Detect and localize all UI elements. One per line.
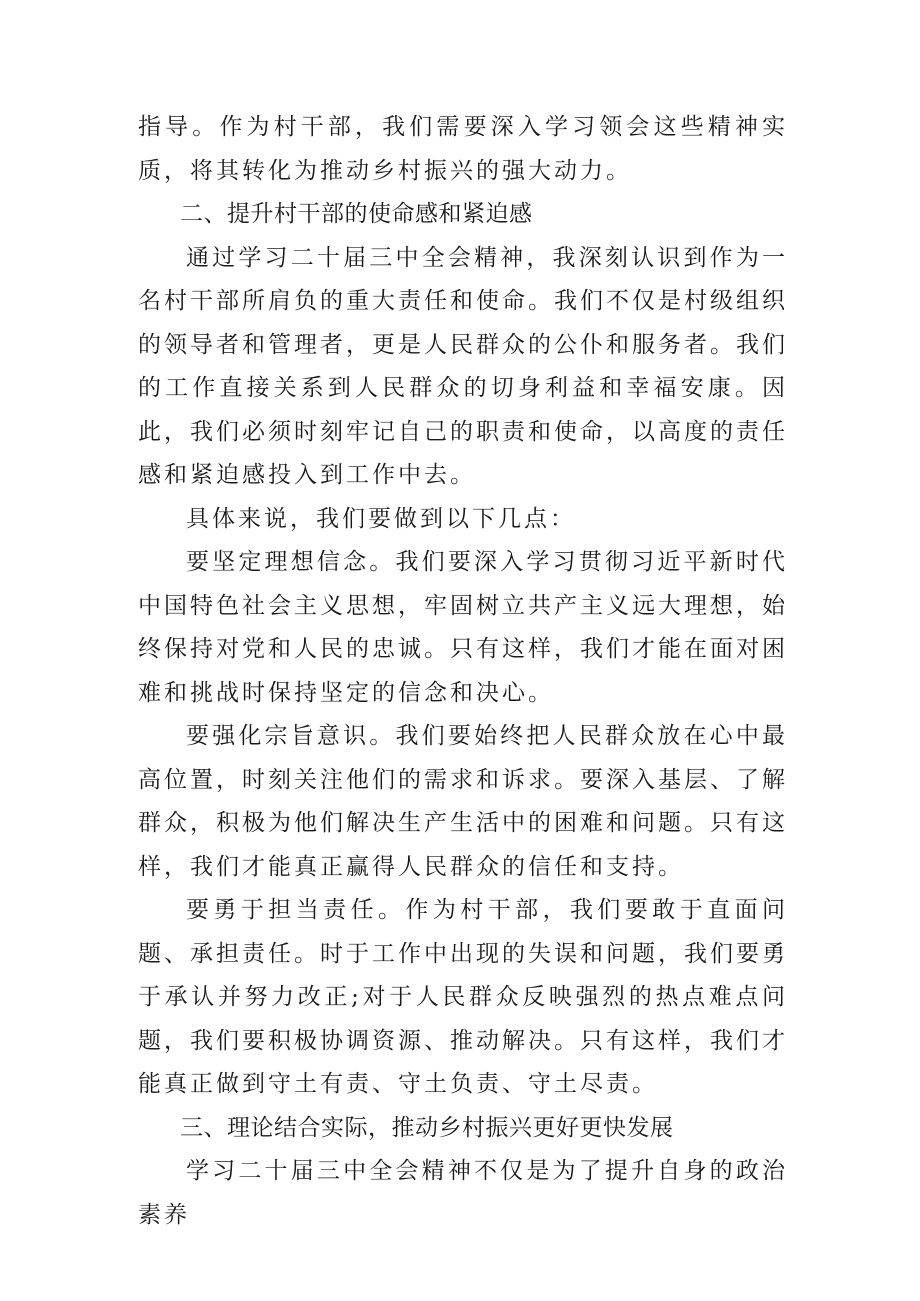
paragraph-ideals: 要坚定理想信念。我们要深入学习贯彻习近平新时代中国特色社会主义思想，牢固树立共产主义远大理想，始终保持对党和人民的忠诚。只有这样，我们才能在面对困难和挑战时保持坚定的信念和决心。 [138,549,788,706]
paragraph-responsibility: 要勇于担当责任。作为村干部，我们要敢于直面问题、承担责任。时于工作中出现的失误和问题，我们要勇于承认并努力改正;对于人民群众反映强烈的热点难点问题，我们要积极协调资源、推动解决。只有这样，我们才能真正做到守土有责、守土负责、守土尽责。 [138,897,788,1097]
section-heading-3: 三、理论结合实际，推动乡村振兴更好更快发展 [180,1114,674,1141]
document-body [138,106,788,1237]
paragraph-mission: 通过学习二十届三中全会精神，我深刻认识到作为一名村干部所肩负的重大责任和使命。我们不仅是村级组织的领导者和管理者，更是人民群众的公仆和服务者。我们的工作直接关系到人民群众的切身利益和幸福安康。因此，我们必须时刻牢记自己的职责和使命，以高度的责任感和紧迫感投入到工作中去。 [138,244,788,488]
paragraph-points-intro: 具体来说，我们要做到以下几点： [186,505,576,532]
section-heading-2: 二、提升村干部的使命感和紧迫感 [180,201,533,227]
paragraph-continuation: 指导。作为村干部，我们需要深入学习领会这些精神实质，将其转化为推动乡村振兴的强大动力。 [138,114,788,184]
paragraph-purpose: 要强化宗旨意识。我们要始终把人民群众放在心中最高位置，时刻关注他们的需求和诉求。要深入基层、了解群众，积极为他们解决生产生活中的困难和问题。只有这样，我们才能真正赢得人民群众的信任和支持。 [138,723,788,880]
paragraph-study: 学习二十届三中全会精神不仅是为了提升自身的政治素养 [138,1158,788,1228]
